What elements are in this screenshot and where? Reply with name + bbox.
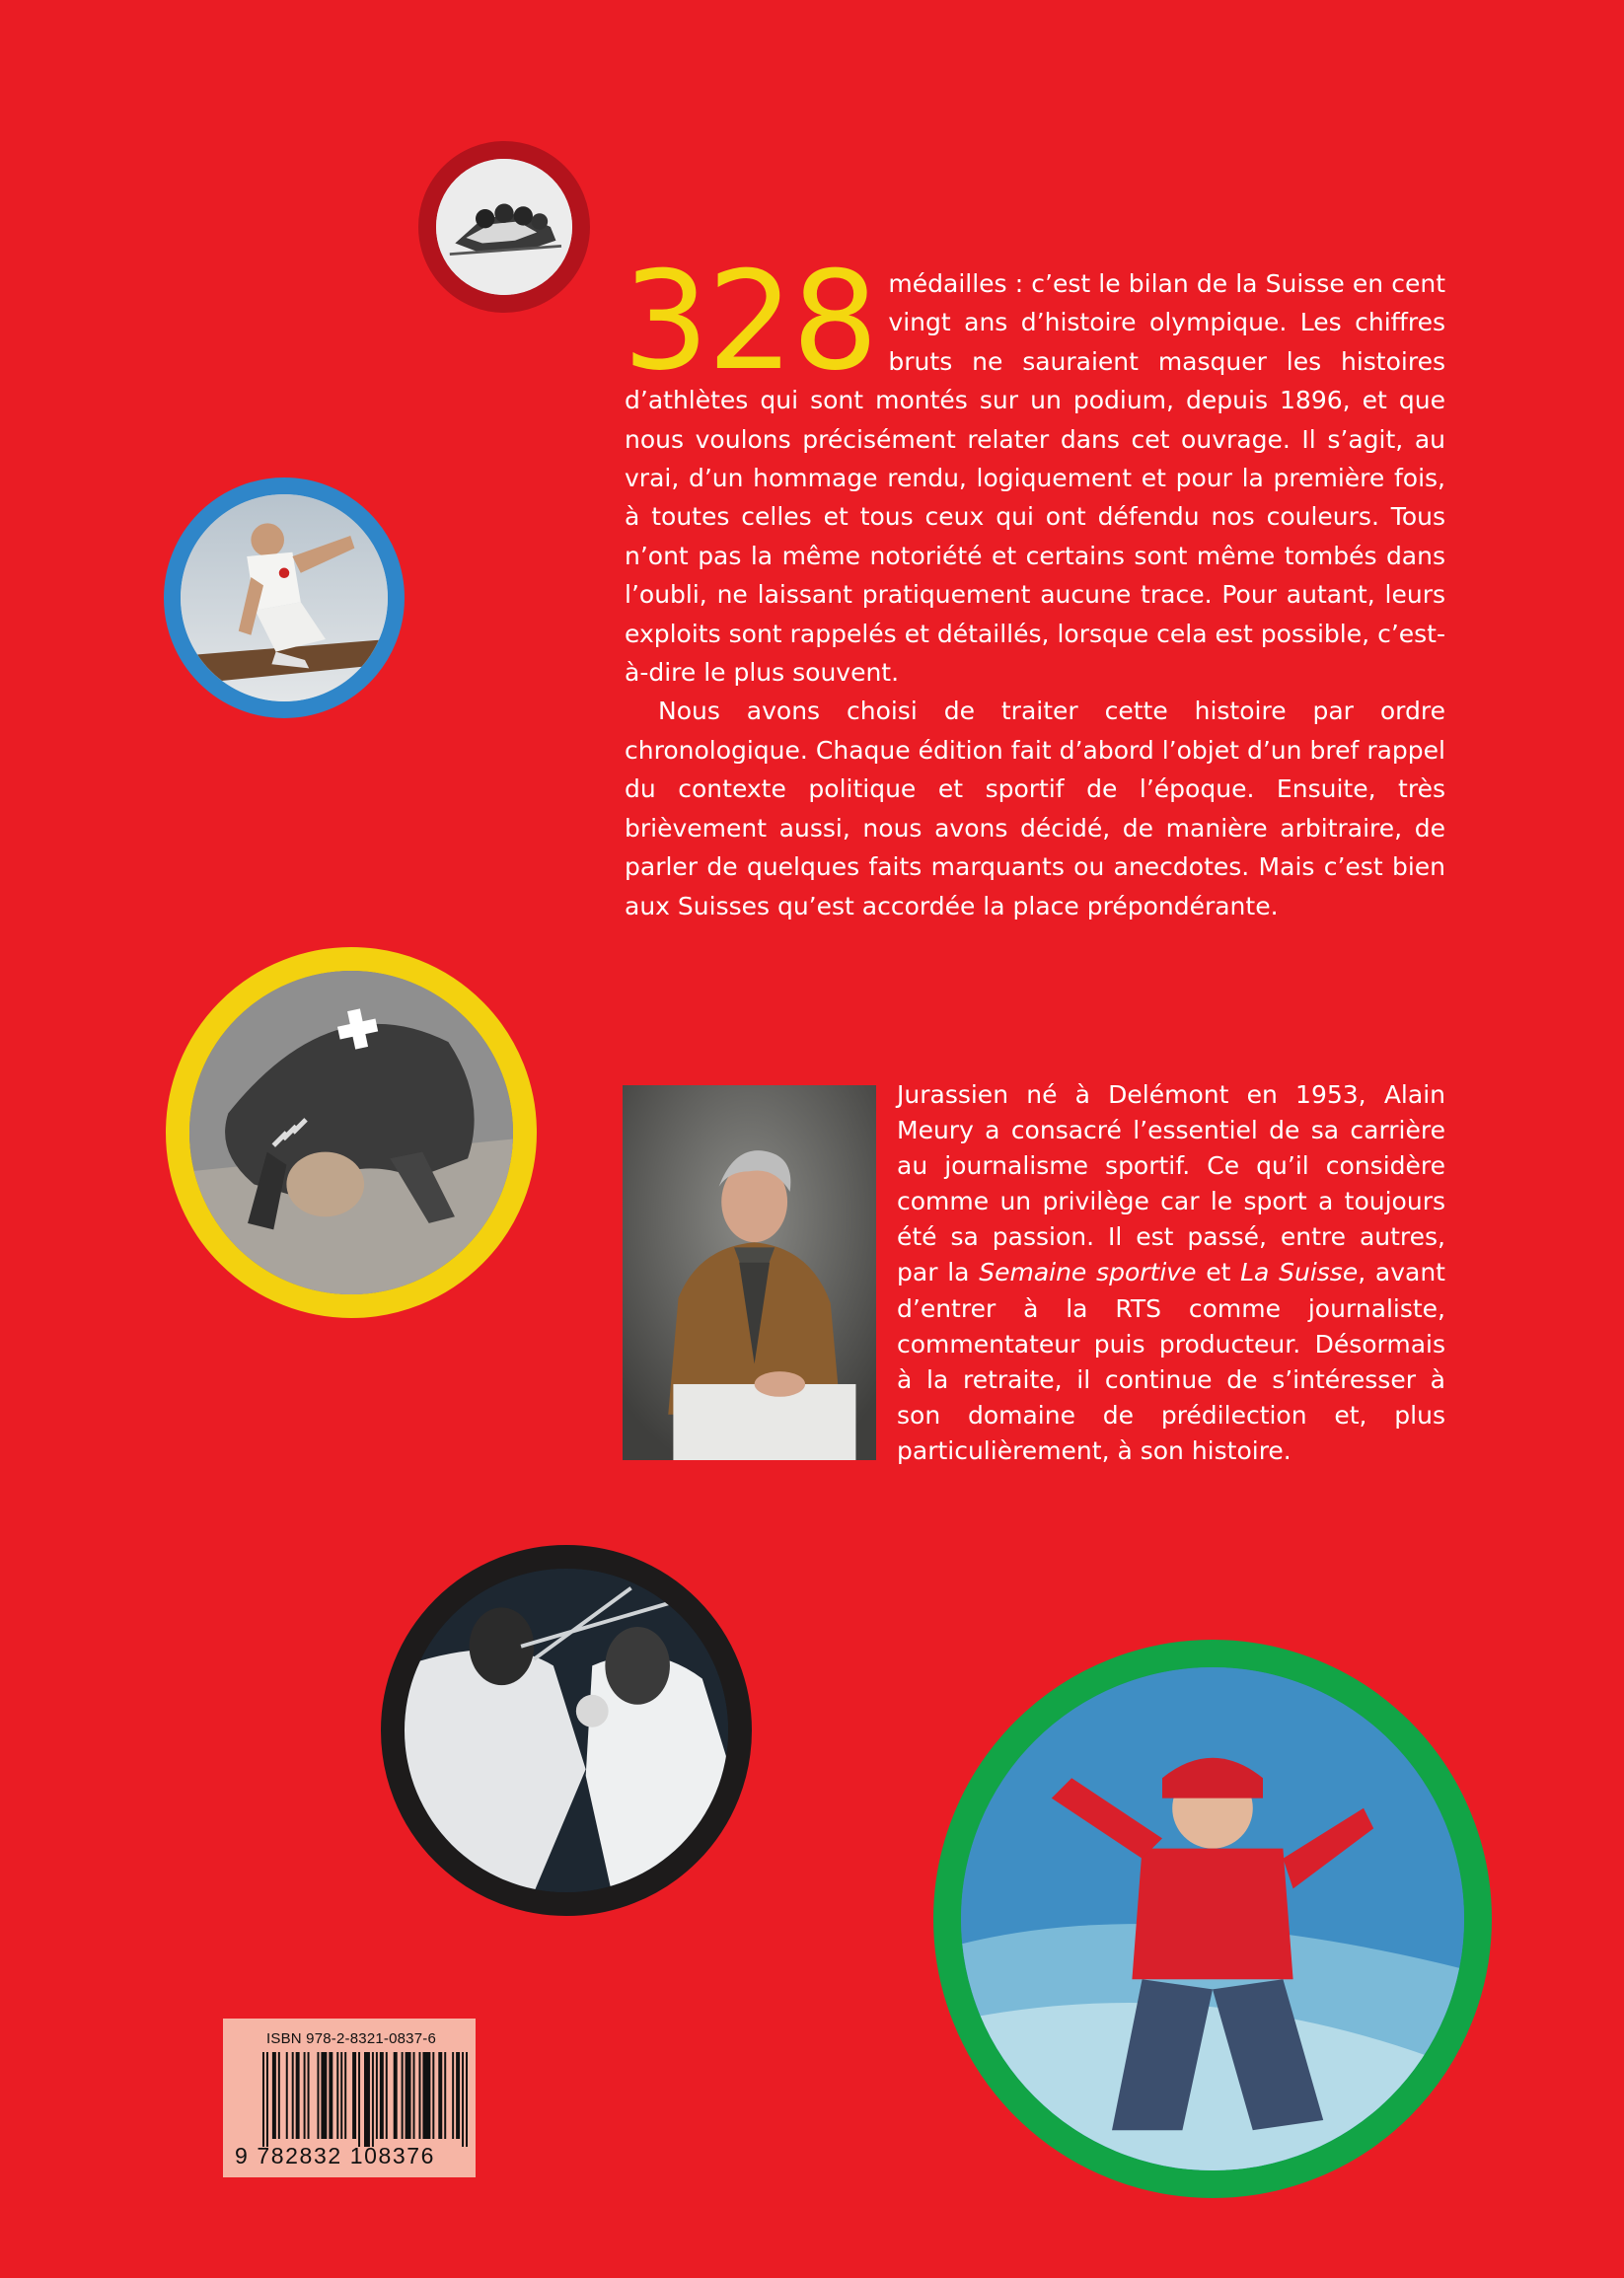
barcode-bar bbox=[402, 2052, 404, 2139]
barcode-bar bbox=[304, 2052, 306, 2139]
fencers-photo bbox=[405, 1569, 728, 1892]
skier-photo-ring bbox=[933, 1640, 1492, 2198]
intro-paragraph-1-text: médailles : c’est le bilan de la Suisse en cent vingt ans d’histoire olympique. Les chiffres bruts ne sauraient masquer les histoires d’athlètes qui sont montés sur un podium, depuis 1896, et que nous voulons précisément relater dans cet ouvrage. Il s’agit, au vrai, d’un hommage rendu, logiquement et pour la première fois, à toutes celles et tous ceux qui ont défendu nos couleurs. Tous n’ont pas la même notoriété et certains sont même tombés dans l’oubli, ne laissant pratiquement aucune trace. Pour autant, leurs exploits sont rappelés et détaillés, lorsque cela est possible, c’est-à-dire le plus souvent. bbox=[625, 269, 1445, 688]
gymnast-photo bbox=[181, 494, 388, 701]
isbn-barcode-block bbox=[223, 2019, 476, 2177]
bio-publication-1: Semaine sportive bbox=[979, 1258, 1197, 1287]
barcode-bar bbox=[462, 2052, 464, 2147]
barcode-bar bbox=[418, 2052, 420, 2139]
barcode-bar bbox=[344, 2052, 346, 2139]
barcode-bar bbox=[364, 2052, 370, 2147]
barcode-bar bbox=[352, 2052, 356, 2139]
barcode-bar bbox=[286, 2052, 288, 2139]
intro-paragraph-1 bbox=[623, 242, 1445, 692]
author-biography bbox=[897, 1077, 1445, 1469]
barcode-bar bbox=[438, 2052, 442, 2139]
barcode-bar bbox=[329, 2052, 332, 2139]
barcode-bar bbox=[340, 2052, 342, 2139]
bio-text-1: Jurassien né à Delémont en 1953, Alain Meury a consacré l’essentiel de sa carrière au journalisme sportif. Ce qu’il considère comme un privilège car le sport a toujours été sa passion. Il est passé, entre autres, par la bbox=[897, 1080, 1445, 1287]
barcode-bar bbox=[456, 2052, 460, 2139]
barcode-bar bbox=[278, 2052, 280, 2139]
gymnast-photo-ring bbox=[164, 478, 405, 718]
intro-paragraph-2: Nous avons choisi de traiter cette histoire par ordre chronologique. Chaque édition fait d’abord l’objet d’un bref rappel du contexte politique et sportif de l’époque. Ensuite, très brièvement aussi, nous avons décidé, de manière arbitraire, de parler de quelques faits marquants ou anecdotes. Mais c’est bien aux Suisses qu’est accordée la place prépondérante. bbox=[625, 697, 1445, 920]
fencers-photo-ring bbox=[381, 1545, 752, 1916]
barcode-bar bbox=[272, 2052, 276, 2139]
author-portrait-photo bbox=[623, 1085, 876, 1460]
introduction-text bbox=[623, 242, 1445, 925]
barcode-bar bbox=[317, 2052, 319, 2139]
barcode-bar bbox=[321, 2052, 327, 2139]
isbn-digits: 9 782832 108376 bbox=[235, 2143, 436, 2168]
barcode-bar bbox=[413, 2052, 415, 2139]
bio-text-2: et bbox=[1196, 1258, 1241, 1287]
barcode-bar bbox=[376, 2052, 378, 2139]
barcode-bar bbox=[394, 2052, 398, 2139]
barcode-bar bbox=[372, 2052, 374, 2147]
barcode-bar bbox=[444, 2052, 446, 2139]
skier-photo bbox=[961, 1667, 1464, 2170]
barcode-bar bbox=[466, 2052, 468, 2147]
barcode-bar bbox=[266, 2052, 268, 2147]
barcode-bar bbox=[336, 2052, 338, 2139]
barcode-bar bbox=[358, 2052, 360, 2147]
bobsleigh-photo-ring bbox=[418, 141, 590, 313]
bobsleigh-photo bbox=[436, 159, 572, 295]
barcode-bar bbox=[308, 2052, 310, 2139]
barcode bbox=[262, 2052, 468, 2147]
barcode-bar bbox=[296, 2052, 300, 2139]
barcode-bar bbox=[452, 2052, 454, 2139]
bio-text-3: , avant d’entrer à la RTS comme journaliste, commentateur puis producteur. Désormais à la retraite, il continue de s’intéresser à son domaine de prédilection et, plus particulièrement, à son histoire. bbox=[897, 1258, 1445, 1465]
barcode-bar bbox=[380, 2052, 384, 2139]
barcode-bar bbox=[262, 2052, 264, 2147]
barcode-bar bbox=[292, 2052, 294, 2139]
bio-publication-2: La Suisse bbox=[1240, 1258, 1359, 1287]
author-portrait bbox=[623, 1085, 876, 1460]
barcode-bar bbox=[422, 2052, 430, 2139]
wrestler-photo bbox=[189, 971, 513, 1294]
barcode-bar bbox=[386, 2052, 388, 2139]
wrestler-photo-ring bbox=[166, 947, 537, 1318]
medal-count-dropcap: 328 bbox=[623, 242, 877, 401]
isbn-label: ISBN 978-2-8321-0837-6 bbox=[266, 2030, 437, 2047]
barcode-bar bbox=[406, 2052, 411, 2139]
barcode-bar bbox=[432, 2052, 434, 2139]
